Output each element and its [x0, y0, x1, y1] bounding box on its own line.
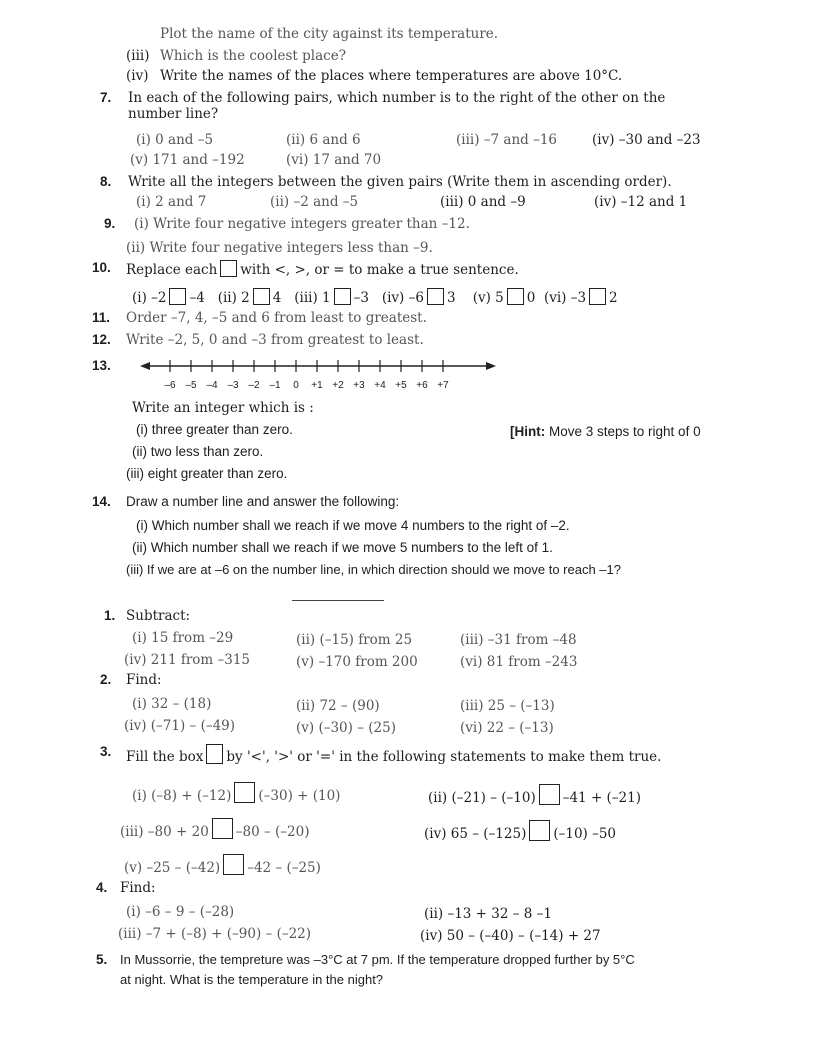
b-q2-ii: (ii) 72 – (90): [296, 698, 380, 714]
b-q3-iv-box[interactable]: [529, 820, 550, 841]
p7-iv: (iv) –30 and –23: [592, 132, 701, 148]
problem-13-number: 13.: [92, 358, 111, 373]
p10-vi-right: 2: [609, 290, 618, 306]
problem-9-number: 9.: [104, 216, 116, 231]
number-line-label: +6: [416, 380, 428, 391]
number-line-label: –2: [248, 380, 260, 391]
p10-text-a: Replace each: [126, 262, 218, 278]
b-q2-iii: (iii) 25 – (–13): [460, 698, 555, 714]
b-q1-i: (i) 15 from –29: [132, 630, 234, 646]
p10-ii-left: (ii) 2: [217, 290, 250, 306]
b-q4-iv: (iv) 50 – (–40) – (–14) + 27: [420, 928, 601, 944]
number-line-label: 0: [293, 380, 299, 391]
q3-text: Which is the coolest place?: [160, 48, 346, 64]
b-q5-line1: In Mussorrie, the tempreture was –3°C at 7 pm. If the temperature dropped further by 5°C: [120, 952, 635, 967]
p10-i-box[interactable]: [169, 288, 186, 305]
number-line-label: +1: [311, 380, 323, 391]
p10-iv-box[interactable]: [427, 288, 444, 305]
p13-i: (i) three greater than zero.: [136, 422, 293, 437]
number-line-label: –1: [269, 380, 281, 391]
b-q4-i: (i) –6 – 9 – (–28): [126, 904, 235, 920]
b-q1-iv: (iv) 211 from –315: [124, 652, 251, 668]
b-q1-vi: (vi) 81 from –243: [460, 654, 578, 670]
p14-iii: (iii) If we are at –6 on the number line, in which direction should we move to reach –1?: [126, 562, 621, 577]
p8-iv: (iv) –12 and 1: [594, 194, 688, 210]
b-q2-iv: (iv) (–71) – (–49): [124, 718, 236, 734]
p10-ii-right: 4: [272, 290, 282, 306]
p9-i: (i) Write four negative integers greater than –12.: [134, 216, 470, 232]
b-q3-i-right: (–30) + (10): [258, 788, 341, 804]
p10-iii-box[interactable]: [334, 288, 351, 305]
b-q5-number: 5.: [96, 952, 108, 967]
b-q2-vi: (vi) 22 – (–13): [460, 720, 554, 736]
b-q1-ii: (ii) (–15) from 25: [296, 632, 413, 648]
problem-12-number: 12.: [92, 332, 111, 347]
problem-7-statement: In each of the following pairs, which number is to the right of the other on the number line?: [128, 90, 666, 122]
p10-i-right: –4: [189, 290, 205, 306]
b-q2-v: (v) (–30) – (25): [296, 720, 396, 736]
b-q3-text: [126, 744, 661, 765]
p10-iv-left: (iv) –6: [381, 290, 424, 306]
problem-7-text: [128, 90, 708, 122]
b-q3-i: [132, 782, 340, 804]
problem-14-number: 14.: [92, 494, 111, 509]
problem-14-text: Draw a number line and answer the following:: [126, 494, 400, 509]
p10-iv-right: 3: [446, 290, 456, 306]
q4-number: (iv): [126, 68, 149, 84]
number-line-label: +5: [395, 380, 407, 391]
p13-ii: (ii) two less than zero.: [132, 444, 264, 459]
intro-line: Plot the name of the city against its temperature.: [160, 26, 499, 42]
problem-12-text: Write –2, 5, 0 and –3 from greatest to least.: [126, 332, 424, 348]
problem-11-text: Order –7, 4, –5 and 6 from least to greatest.: [126, 310, 427, 326]
b-q1-number: 1.: [104, 608, 116, 623]
b-q2-number: 2.: [100, 672, 112, 687]
p13-iii: (iii) eight greater than zero.: [126, 466, 288, 481]
problem-7-number: 7.: [100, 90, 112, 105]
hint-text: Move 3 steps to right of 0: [549, 424, 701, 439]
p7-ii: (ii) 6 and 6: [286, 132, 361, 148]
p14-ii: (ii) Which number shall we reach if we move 5 numbers to the left of 1.: [132, 540, 553, 555]
b-q3-text-b: by '<', '>' or '=' in the following statements to make them true.: [226, 749, 662, 765]
problem-8-number: 8.: [100, 174, 112, 189]
q3-number: (iii): [126, 48, 150, 64]
answer-box[interactable]: [220, 260, 237, 277]
number-line: [140, 354, 500, 396]
problem-10-text: [126, 260, 519, 278]
b-q3-iii: [120, 818, 310, 840]
number-line-label: –6: [164, 380, 176, 391]
b-q3-i-box[interactable]: [234, 782, 255, 803]
p14-i: (i) Which number shall we reach if we move 4 numbers to the right of –2.: [136, 518, 570, 533]
number-line-label: +7: [437, 380, 449, 391]
p13-prompt: Write an integer which is :: [132, 400, 314, 416]
number-line-label: +4: [374, 380, 386, 391]
b-q3-v: [124, 854, 321, 876]
b-q3-v-box[interactable]: [223, 854, 244, 875]
b-q2-i: (i) 32 – (18): [132, 696, 212, 712]
b-q1-text: Subtract:: [126, 608, 191, 624]
p7-v: (v) 171 and –192: [130, 152, 245, 168]
b-q1-iii: (iii) –31 from –48: [460, 632, 577, 648]
b-q2-text: Find:: [126, 672, 162, 688]
b-q3-iii-right: –80 – (–20): [235, 824, 310, 840]
number-line-label: +2: [332, 380, 344, 391]
b-q1-v: (v) –170 from 200: [296, 654, 418, 670]
b-q3-ii-right: –41 + (–21): [562, 790, 642, 806]
b-q3-i-left: (i) (–8) + (–12): [132, 788, 232, 804]
p10-v-box[interactable]: [507, 288, 524, 305]
b-q3-ii-left: (ii) (–21) – (–10): [428, 790, 536, 806]
p13-hint: [510, 424, 701, 440]
number-line-label: –5: [185, 380, 197, 391]
p10-text-b: with <, >, or = to make a true sentence.: [240, 262, 519, 278]
problem-11-number: 11.: [92, 310, 111, 325]
b-q3-v-left: (v) –25 – (–42): [124, 860, 221, 876]
p8-i: (i) 2 and 7: [136, 194, 207, 210]
b-q4-number: 4.: [96, 880, 108, 895]
number-line-label: –4: [206, 380, 218, 391]
b-q3-iv: [424, 820, 616, 842]
p10-vi-box[interactable]: [589, 288, 606, 305]
p8-iii: (iii) 0 and –9: [440, 194, 526, 210]
p10-v-left: (v) 5: [472, 290, 504, 306]
p9-ii: (ii) Write four negative integers less than –9.: [126, 240, 433, 256]
problem-8-text: Write all the integers between the given pairs (Write them in ascending order).: [128, 174, 672, 190]
b-q3-iv-right: (–10) –50: [553, 826, 617, 842]
b-q3-text-a: Fill the box: [126, 749, 204, 765]
p7-i: (i) 0 and –5: [136, 132, 214, 148]
b-q3-box[interactable]: [206, 744, 223, 764]
hint-label: [Hint:: [510, 424, 546, 439]
b-q4-ii: (ii) –13 + 32 – 8 –1: [424, 906, 553, 922]
b-q3-iii-left: (iii) –80 + 20: [120, 824, 209, 840]
p10-iii-right: –3: [353, 290, 369, 306]
b-q3-ii: [428, 784, 641, 806]
p10-i-left: (i) –2: [132, 290, 167, 306]
b-q3-iii-box[interactable]: [212, 818, 233, 839]
p10-v-right: 0: [526, 290, 536, 306]
section-divider: [292, 600, 384, 601]
p10-iii-left: (iii) 1: [294, 290, 331, 306]
b-q3-v-right: –42 – (–25): [247, 860, 321, 876]
p10-items: [132, 288, 618, 306]
q4-text: Write the names of the places where temperatures are above 10°C.: [160, 68, 623, 84]
p7-vi: (vi) 17 and 70: [286, 152, 382, 168]
b-q4-iii: (iii) –7 + (–8) + (–90) – (–22): [118, 926, 312, 942]
problem-10-number: 10.: [92, 260, 111, 275]
p10-ii-box[interactable]: [253, 288, 270, 305]
b-q3-number: 3.: [100, 744, 112, 759]
b-q4-text: Find:: [120, 880, 156, 896]
number-line-label: –3: [227, 380, 239, 391]
b-q3-iv-left: (iv) 65 – (–125): [424, 826, 527, 842]
p7-iii: (iii) –7 and –16: [456, 132, 558, 148]
p8-ii: (ii) –2 and –5: [270, 194, 359, 210]
p10-vi-left: (vi) –3: [543, 290, 587, 306]
number-line-label: +3: [353, 380, 365, 391]
b-q3-ii-box[interactable]: [539, 784, 560, 805]
b-q5-line2: at night. What is the temperature in the night?: [120, 972, 384, 987]
